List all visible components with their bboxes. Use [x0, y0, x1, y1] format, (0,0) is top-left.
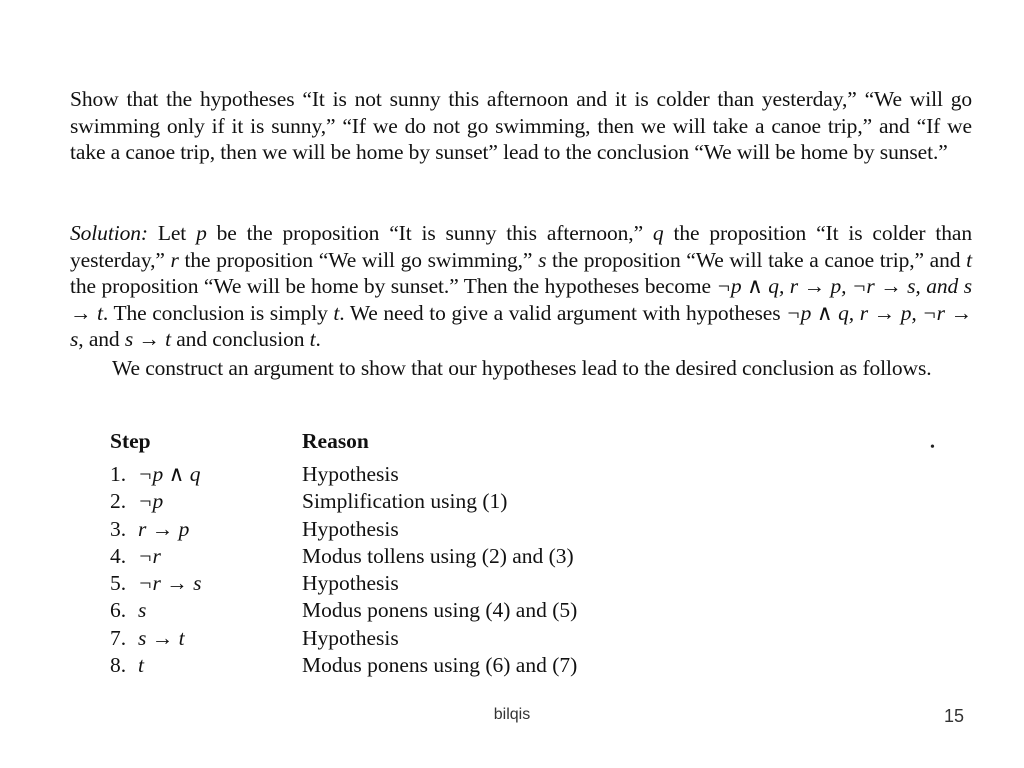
footer-author: bilqis — [493, 706, 531, 723]
step-number: 8. — [110, 653, 127, 678]
step-expression: r → p — [138, 516, 190, 541]
solution-text-7: . The conclusion is simply — [102, 300, 334, 325]
solution-label: Solution: — [70, 221, 148, 245]
step-cell — [110, 597, 146, 624]
step-cell — [110, 652, 144, 679]
construct-text: We construct an argument to show that our hypotheses lead to the desired conclusion as follows. — [112, 356, 932, 380]
reason-cell: Hypothesis — [302, 571, 399, 596]
reason-cell: Hypothesis — [302, 516, 399, 541]
step-number: 5. — [110, 571, 127, 596]
construct-paragraph — [70, 355, 972, 382]
table-row — [110, 488, 670, 515]
stray-dot-mark: • — [930, 440, 935, 455]
reason-cell: Simplification using (1) — [302, 489, 508, 514]
var-s: s — [538, 247, 547, 272]
proof-table — [110, 428, 670, 679]
header-reason: Reason — [302, 429, 369, 453]
var-t: t — [966, 247, 973, 272]
step-expression: s → t — [138, 625, 185, 650]
hypotheses-formula-2: ¬p ∧ q, r → p, ¬r → s — [70, 300, 972, 351]
header-step: Step — [110, 429, 151, 453]
table-row — [110, 597, 670, 624]
step-cell — [110, 543, 161, 570]
step-cell — [110, 570, 202, 597]
solution-text-8: . We need to give a valid argument with hypotheses — [339, 300, 787, 325]
proof-table-rows — [110, 461, 670, 679]
hypotheses-formula-3: s → t — [124, 327, 171, 351]
table-row — [110, 652, 670, 679]
slide-number: 15 — [943, 706, 964, 726]
step-number: 2. — [110, 489, 127, 514]
step-expression: t — [138, 653, 144, 678]
table-row — [110, 543, 670, 570]
solution-text-6: the proposition “We will be home by sunset.” Then the hypotheses become — [70, 274, 717, 298]
reason-cell: Modus ponens using (4) and (5) — [302, 598, 578, 623]
step-cell — [110, 461, 201, 488]
reason-cell: Modus ponens using (6) and (7) — [302, 653, 578, 678]
conclusion-var: t — [333, 300, 340, 325]
conclusion-var-2: t — [309, 327, 316, 351]
solution-text-9: , and — [78, 327, 125, 351]
step-cell — [110, 488, 163, 515]
table-row — [110, 461, 670, 488]
proof-table-header — [110, 428, 670, 461]
hypotheses-formula-1: ¬p ∧ q, r → p, ¬r → s, and s → t — [70, 274, 972, 325]
table-row — [110, 570, 670, 597]
step-expression: ¬p ∧ q — [138, 462, 201, 486]
step-expression: s — [138, 598, 147, 623]
solution-text-1: Let — [147, 221, 197, 245]
step-number: 4. — [110, 543, 127, 568]
solution-text-3: the proposition “It is colder than yesterday,” — [70, 221, 972, 272]
step-number: 7. — [110, 625, 127, 650]
step-cell — [110, 625, 185, 652]
problem-text: Show that the hypotheses “It is not sunny this afternoon and it is colder than yesterday,” “We will go swimming only if it is sunny,” “If we do not go swimming, then we will take a canoe trip,” and “If we take a canoe trip, then we will be home by sunset” lead to the conclusion “We will be home by sunset.” — [70, 87, 972, 164]
step-number: 3. — [110, 516, 127, 541]
step-number: 6. — [110, 598, 127, 623]
var-q: q — [652, 221, 664, 245]
table-row — [110, 516, 670, 543]
reason-cell: Hypothesis — [302, 462, 399, 486]
step-expression: ¬p — [138, 489, 164, 514]
step-expression: ¬r — [138, 543, 161, 568]
reason-cell: Hypothesis — [302, 625, 399, 650]
step-number: 1. — [110, 462, 127, 486]
var-p: p — [196, 221, 207, 245]
step-cell — [110, 516, 189, 543]
reason-cell: Modus tollens using (2) and (3) — [302, 543, 574, 568]
solution-text-10: and conclusion — [170, 327, 310, 351]
table-row — [110, 625, 670, 652]
step-expression: ¬r → s — [138, 571, 202, 596]
var-r: r — [170, 247, 179, 272]
solution-text-11: . — [315, 327, 321, 351]
problem-statement — [70, 86, 972, 166]
solution-text-4: the proposition “We will go swimming,” — [178, 247, 539, 272]
solution-paragraph — [70, 220, 972, 353]
solution-text-5: the proposition “We will take a canoe trip,” and — [546, 247, 967, 272]
solution-text-2: be the proposition “It is sunny this afternoon,” — [206, 221, 653, 245]
